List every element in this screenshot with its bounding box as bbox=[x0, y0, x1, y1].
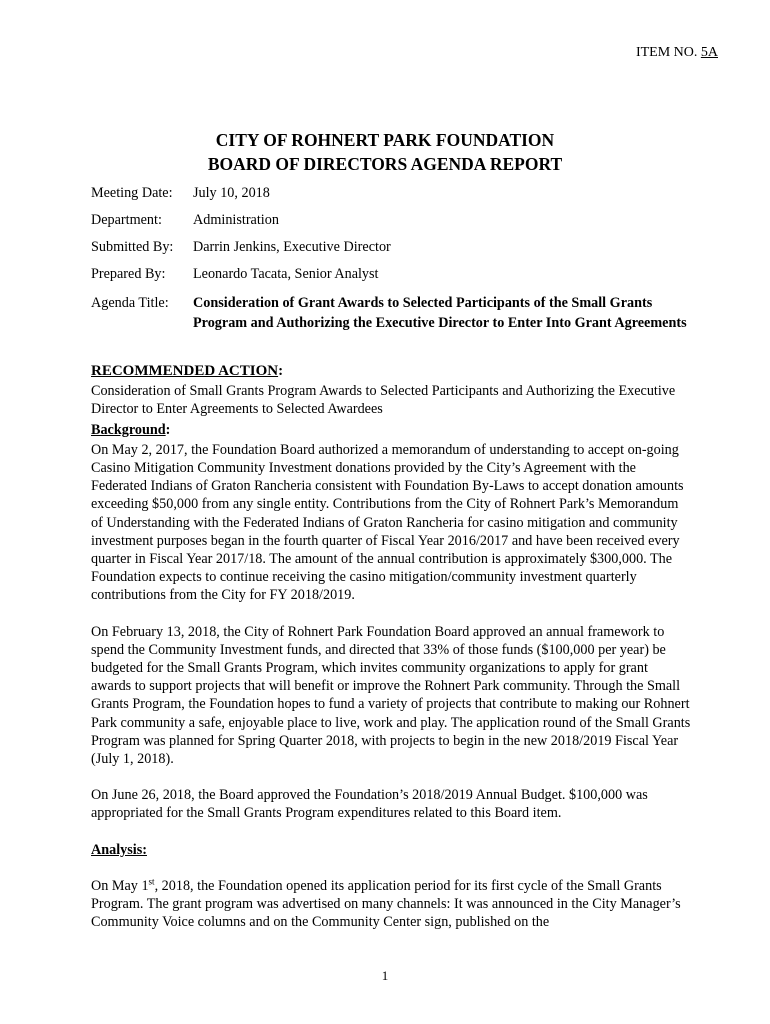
recommended-action-text: Consideration of Small Grants Program Awards to Selected Participants and Authorizing the Executive Director to Enter Agreements to Selected Awardees bbox=[91, 383, 676, 418]
department-row bbox=[91, 212, 691, 239]
analysis-heading bbox=[91, 841, 691, 859]
agenda-title-value: Consideration of Grant Awards to Selected Participants of the Small Grants Program and Authorizing the Executive Director to Enter Into Grant Agreements bbox=[193, 295, 687, 331]
item-number bbox=[636, 45, 718, 61]
report-body bbox=[91, 362, 691, 931]
item-number-prefix: ITEM NO. bbox=[635, 45, 701, 60]
analysis-paragraph-1 bbox=[91, 877, 691, 932]
submitted-by-value: Darrin Jenkins, Executive Director bbox=[193, 239, 391, 255]
analysis-p1-sup: st bbox=[148, 876, 155, 887]
report-title bbox=[0, 128, 770, 176]
item-number-value: 5A bbox=[700, 45, 718, 60]
department-label: Department: bbox=[91, 212, 162, 228]
prepared-by-label: Prepared By: bbox=[91, 266, 166, 282]
title-line-1: CITY OF ROHNERT PARK FOUNDATION bbox=[215, 130, 555, 150]
submitted-by-row bbox=[91, 239, 691, 266]
page-number: 1 bbox=[381, 968, 389, 983]
department-value: Administration bbox=[193, 212, 279, 228]
background-paragraph-3: On June 26, 2018, the Board approved the Foundation’s 2018/2019 Annual Budget. $100,000 was appropriated for the Small Grants Program expenditures related to this Board item. bbox=[91, 787, 648, 822]
submitted-by-label: Submitted By: bbox=[91, 239, 174, 255]
title-line-2: BOARD OF DIRECTORS AGENDA REPORT bbox=[207, 154, 563, 174]
agenda-title-row bbox=[91, 293, 691, 333]
analysis-heading-text: Analysis: bbox=[91, 841, 147, 858]
recommended-action-heading: RECOMMENDED ACTION: bbox=[91, 363, 284, 379]
recommended-action-heading-text: RECOMMENDED ACTION bbox=[91, 363, 279, 379]
prepared-by-value: Leonardo Tacata, Senior Analyst bbox=[193, 266, 379, 282]
meeting-date-value: July 10, 2018 bbox=[193, 185, 270, 201]
agenda-title-label: Agenda Title: bbox=[91, 295, 169, 311]
background-paragraph-2: On February 13, 2018, the City of Rohnert Park Foundation Board approved an annual framework to spend the Community Investment funds, and directed that 33% of those funds ($100,000 per year) be budgeted for the Small Grants Program, which invites community organizations to apply for grant awards to support projects that will benefit or improve the Rohnert Park community. Through the Small Grants Program, the Foundation hopes to fund a variety of projects that contribute to making our Rohnert Park community a safe, enjoyable place to live, work and play. The application round of the Small Grants Program was planned for Spring Quarter 2018, with projects to begin in the new 2018/2019 Fiscal Year (July 1, 2018). bbox=[91, 623, 691, 768]
analysis-p1-rest: , 2018, the Foundation opened its application period for its first cycle of the Small Grants Program. The grant program was advertised on many channels: It was announced in the City Manager’s Community Voice columns and on the Community Center sign, published on the bbox=[91, 877, 681, 931]
meeting-metadata bbox=[91, 185, 691, 333]
prepared-by-row bbox=[91, 266, 691, 293]
background-paragraph-1: On May 2, 2017, the Foundation Board authorized a memorandum of understanding to accept on-going Casino Mitigation Community Investment donations provided by the City’s Agreement with the Federated Indians of Graton Rancheria consistent with Foundation By-Laws to accept donation amounts exceeding $50,000 from any single entity. Contributions from the City of Rohnert Park’s Memorandum of Understanding with the Federated Indians of Graton Rancheria for casino mitigation and community investment purposes began in the fourth quarter of Fiscal Year 2016/2017 and have been received every quarter in Fiscal Year 2017/18. The amount of the annual contribution is approximately $300,000. The Foundation expects to continue receiving the casino mitigation/community investment quarterly contributions from the City for FY 2018/2019. bbox=[91, 441, 684, 604]
meeting-date-row bbox=[91, 185, 691, 212]
analysis-p1-start: On May 1 bbox=[91, 877, 149, 894]
background-heading: Background: bbox=[91, 421, 171, 438]
background-heading-text: Background bbox=[91, 421, 166, 438]
meeting-date-label: Meeting Date: bbox=[91, 185, 173, 201]
